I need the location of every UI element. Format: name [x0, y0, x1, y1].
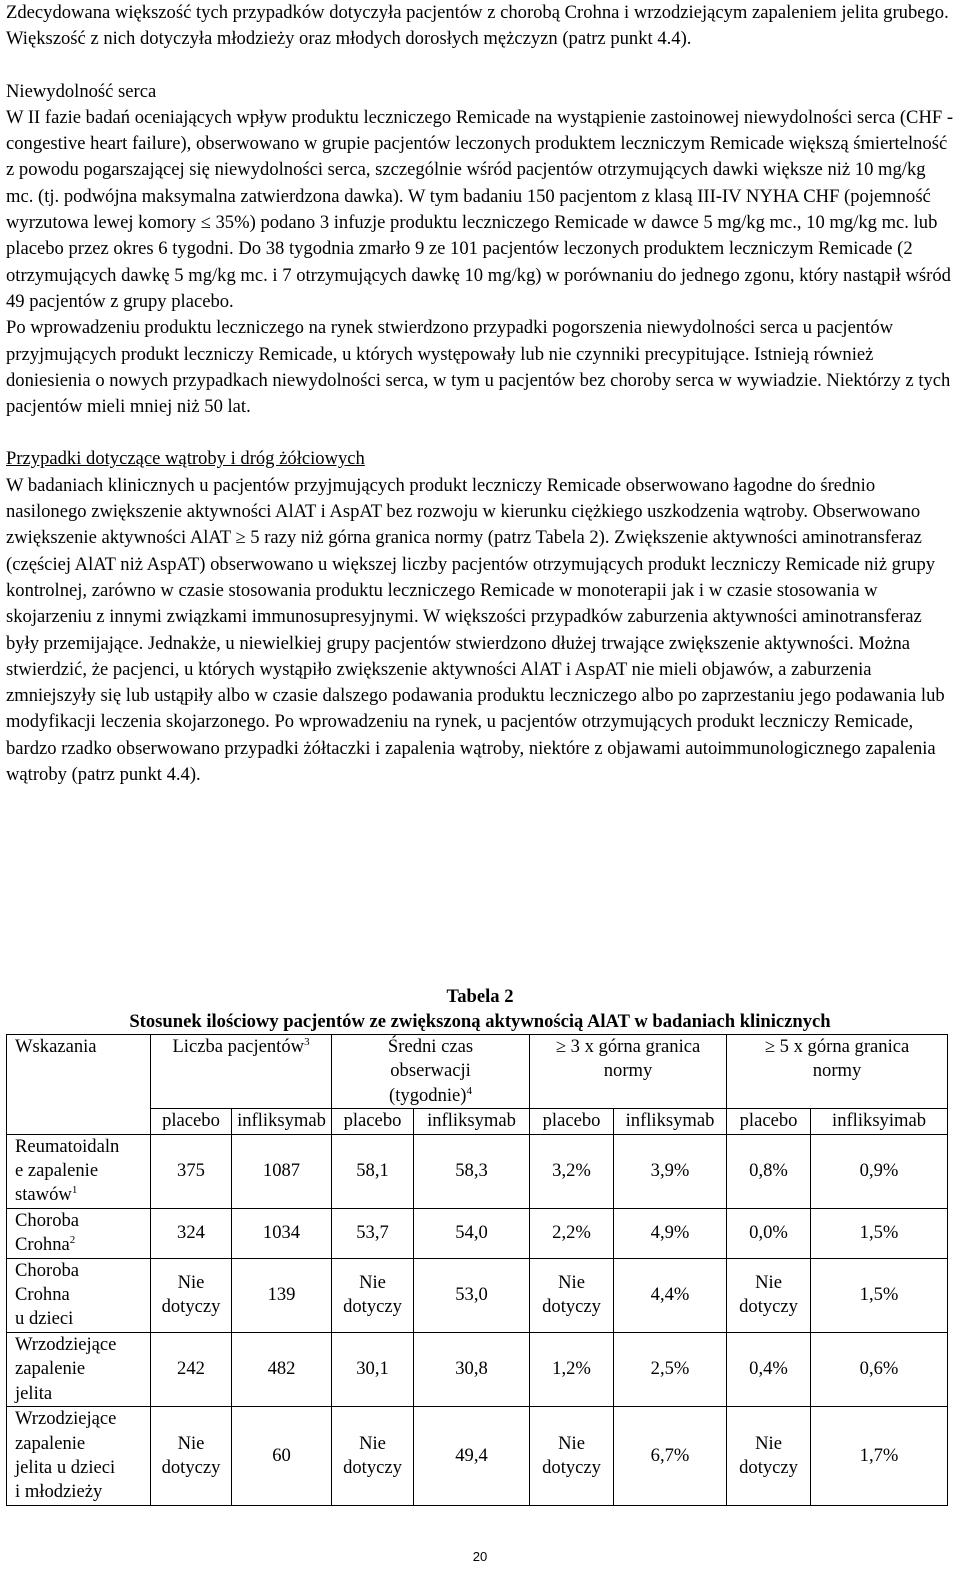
table-cell	[232, 1407, 332, 1506]
cell-value: 30,1	[356, 1358, 389, 1380]
header-indication	[7, 1035, 151, 1135]
table-cell	[614, 1332, 727, 1406]
table-cell	[727, 1332, 811, 1406]
header-time-line3: (tygodnie)	[389, 1084, 467, 1106]
subheader-cell: infliksymab	[414, 1109, 530, 1134]
indication-line: Choroba	[15, 1259, 80, 1281]
cell-value: Nie	[359, 1271, 386, 1293]
table-cell	[811, 1258, 948, 1332]
header-5x-line1: ≥ 5 x górna granica	[764, 1036, 910, 1057]
cell-value: 60	[272, 1444, 291, 1466]
cell-value: 1087	[262, 1160, 301, 1182]
table-cell	[727, 1407, 811, 1506]
cell-value: dotyczy	[343, 1456, 402, 1478]
cell-value: dotyczy	[542, 1296, 601, 1318]
table-cell	[151, 1208, 232, 1258]
table-cell	[614, 1134, 727, 1208]
table-row	[7, 1332, 948, 1406]
table-cell	[530, 1208, 614, 1258]
indication-line: Reumatoidaln	[15, 1135, 120, 1157]
subheader-cell: infliksyimab	[811, 1109, 948, 1134]
cell-value: 58,1	[356, 1160, 389, 1182]
footnote-marker: 1	[71, 1184, 78, 1197]
table-cell	[614, 1258, 727, 1332]
cell-value: Nie	[558, 1271, 585, 1293]
cell-value: 53,7	[356, 1222, 389, 1244]
indication-line: Crohna	[15, 1284, 70, 1306]
heart-failure-paragraph-1: W II fazie badań oceniających wpływ produktu leczniczego Remicade na wystąpienie zastoinowej niewydolności serca (CHF - congestive heart failure), obserwowano w grupie pacjentów leczonych produktem leczniczym Remicade większą śmiertelność z powodu pogarszającej się niewydolności serca, szczególnie wśród pacjentów otrzymujących dawki większe niż 10 mg/kg mc. (tj. podwójna maksymalna zatwierdzona dawka). W tym badaniu 150 pacjentom z klasą III-IV NYHA CHF (pojemność wyrzutowa lewej komory ≤ 35%) podano 3 infuzje produktu leczniczego Remicade w dawce 5 mg/kg mc., 10 mg/kg mc. lub placebo przez okres 6 tygodni. Do 38 tygodnia zmarło 9 ze 101 pacjentów leczonych produktem leczniczym Remicade (2 otrzymujących dawkę 5 mg/kg mc. i 7 otrzymujących dawkę 10 mg/kg) w porównaniu do jednego zgonu, który nastąpił wśród 49 pacjentów z grupy placebo.	[6, 106, 954, 312]
table-cell	[151, 1407, 232, 1506]
table-label: Tabela 2	[446, 986, 514, 1007]
header-3x-line1: ≥ 3 x górna granica	[555, 1036, 701, 1057]
table-cell	[530, 1332, 614, 1406]
subheader-cell: infliksymab	[232, 1109, 332, 1134]
subheader-cell: placebo	[530, 1109, 614, 1134]
indication-line: e zapalenie	[15, 1160, 99, 1182]
cell-value: Nie	[755, 1432, 782, 1454]
cell-value: 2,5%	[650, 1358, 690, 1380]
alt-table	[6, 1034, 948, 1506]
table-cell	[727, 1134, 811, 1208]
cell-value: dotyczy	[739, 1296, 798, 1318]
cell-value: 1034	[262, 1222, 301, 1244]
table-cell	[332, 1258, 414, 1332]
indication-line: jelita u dzieci	[15, 1456, 116, 1478]
document-body	[6, 0, 954, 788]
row-indication	[7, 1134, 151, 1208]
cell-value: Nie	[359, 1432, 386, 1454]
row-indication	[7, 1332, 151, 1406]
cell-value: 4,9%	[650, 1222, 690, 1244]
table-cell	[232, 1208, 332, 1258]
page-number: 20	[472, 1549, 488, 1564]
header-3x-line2: normy	[603, 1060, 653, 1082]
table-cell	[414, 1332, 530, 1406]
table-cell	[151, 1332, 232, 1406]
table-cell	[811, 1208, 948, 1258]
footnote-marker: 4	[466, 1084, 472, 1097]
row-indication	[7, 1208, 151, 1258]
heart-failure-paragraph-2: Po wprowadzeniu produktu leczniczego na rynek stwierdzono przypadki pogorszenia niewydolności serca u pacjentów przyjmujących produkt leczniczy Remicade, u których występowały lub nie czynniki precypitujące. Istnieją również doniesienia o nowych przypadkach niewydolności serca, w tym u pacjentów bez choroby serca w wywiadzie. Niektórzy z tych pacjentów mieli mniej niż 50 lat.	[6, 317, 951, 418]
spacer	[6, 420, 954, 446]
table-cell	[614, 1208, 727, 1258]
cell-value: 1,2%	[552, 1358, 591, 1380]
table-cell	[151, 1134, 232, 1208]
subheader-cell: placebo	[727, 1109, 811, 1134]
cell-value: 0,8%	[749, 1160, 788, 1182]
table-cell	[811, 1332, 948, 1406]
table-row	[7, 1258, 948, 1332]
subheader-cell: placebo	[151, 1109, 232, 1134]
footnote-marker: 3	[304, 1035, 310, 1048]
header-time	[332, 1035, 530, 1109]
row-indication	[7, 1258, 151, 1332]
cell-value: 482	[267, 1358, 296, 1380]
cell-value: dotyczy	[161, 1296, 221, 1318]
indication-line: Wrzodziejące	[15, 1408, 117, 1430]
cell-value: 6,7%	[650, 1444, 690, 1466]
cell-value: 1,5%	[859, 1284, 899, 1306]
subheader-cell: placebo	[332, 1109, 414, 1134]
table-cell	[530, 1134, 614, 1208]
table-header-row	[7, 1035, 948, 1109]
table-cell	[530, 1258, 614, 1332]
liver-heading: Przypadki dotyczące wątroby i dróg żółciowych	[6, 448, 365, 470]
table-cell	[332, 1208, 414, 1258]
header-time-line1: Średni czas	[387, 1036, 474, 1057]
header-time-line2: obserwacji	[390, 1060, 471, 1082]
cell-value: 139	[267, 1284, 296, 1306]
header-5x-line2: normy	[812, 1060, 862, 1082]
table-cell	[414, 1258, 530, 1332]
indication-line: zapalenie	[15, 1432, 86, 1454]
heart-failure-heading: Niewydolność serca	[6, 80, 157, 102]
cell-value: 4,4%	[650, 1284, 690, 1306]
cell-value: 53,0	[455, 1284, 488, 1306]
intro-paragraph: Zdecydowana większość tych przypadków dotyczyła pacjentów z chorobą Crohna i wrzodziejącym zapaleniem jelita grubego. Większość z nich dotyczyła młodzieży oraz młodych dorosłych mężczyzn (patrz punkt 4.4).	[6, 2, 949, 50]
indication-line: u dzieci	[15, 1308, 74, 1330]
table-cell	[232, 1258, 332, 1332]
indication-line: i młodzieży	[15, 1481, 103, 1503]
table-caption	[6, 984, 954, 1034]
cell-value: 1,5%	[859, 1222, 899, 1244]
cell-value: Nie	[755, 1271, 782, 1293]
spacer	[6, 53, 954, 79]
table-row	[7, 1134, 948, 1208]
cell-value: 3,9%	[650, 1160, 690, 1182]
table-cell	[811, 1134, 948, 1208]
cell-value: dotyczy	[542, 1456, 601, 1478]
indication-line: jelita	[15, 1382, 53, 1404]
cell-value: 49,4	[455, 1444, 488, 1466]
table-body	[7, 1134, 948, 1505]
cell-value: 58,3	[455, 1160, 488, 1182]
indication-line: zapalenie	[15, 1358, 86, 1380]
table-cell	[811, 1407, 948, 1506]
subheader-cell: infliksymab	[614, 1109, 727, 1134]
cell-value: 54,0	[455, 1222, 488, 1244]
footnote-marker: 2	[69, 1234, 76, 1247]
table-cell	[151, 1258, 232, 1332]
table-cell	[727, 1208, 811, 1258]
cell-value: 0,4%	[749, 1358, 788, 1380]
liver-paragraph: W badaniach klinicznych u pacjentów przyjmujących produkt leczniczy Remicade obserwowano łagodne do średnio nasilonego zwiększenie aktywności AlAT i AspAT bez rozwoju w kierunku ciężkiego uszkodzenia wątroby. Obserwowano zwiększenie aktywności AlAT ≥ 5 razy niż górna granica normy (patrz Tabela 2). Zwiększenie aktywności aminotransferaz (częściej AlAT niż AspAT) obserwowano u większej liczby pacjentów otrzymujących produkt leczniczy Remicade niż grupy kontrolnej, zarówno w czasie stosowania produktu leczniczego Remicade w monoterapii jak i w czasie stosowania w skojarzeniu z innymi związkami immunosupresyjnymi. W większości przypadków zaburzenia aktywności aminotransferaz były przemijające. Jednakże, u niewielkiej grupy pacjentów stwierdzono dłużej trwające zwiększenie aktywności. Można stwierdzić, że pacjenci, u których wystąpiło zwiększenie aktywności AlAT i AspAT nie mieli objawów, a zaburzenia zmniejszyły się lub ustąpiły albo w czasie dalszego podawania produktu leczniczego albo po zaprzestaniu jego podawania lub modyfikacji leczenia skojarzonego. Po wprowadzeniu na rynek, u pacjentów otrzymujących produkt leczniczy Remicade, bardzo rzadko obserwowano przypadki żółtaczki i zapalenia wątroby, niektóre z objawami autoimmunologicznego zapalenia wątroby (patrz punkt 4.4).	[6, 474, 945, 786]
table-cell	[332, 1134, 414, 1208]
cell-value: Nie	[177, 1271, 205, 1293]
cell-value: Nie	[177, 1432, 205, 1454]
cell-value: Nie	[558, 1432, 585, 1454]
table-cell	[414, 1134, 530, 1208]
cell-value: 242	[177, 1358, 205, 1380]
table-cell	[414, 1208, 530, 1258]
header-indication-text: Wskazania	[15, 1036, 97, 1057]
indication-line: stawów	[15, 1184, 72, 1206]
cell-value: dotyczy	[161, 1456, 221, 1478]
cell-value: 1,7%	[859, 1444, 899, 1466]
table-cell	[414, 1407, 530, 1506]
cell-value: dotyczy	[739, 1456, 798, 1478]
cell-value: 2,2%	[552, 1222, 591, 1244]
header-3x	[530, 1035, 727, 1109]
table-cell	[232, 1332, 332, 1406]
cell-value: 0,6%	[859, 1358, 899, 1380]
header-patients	[151, 1035, 332, 1109]
table-cell	[332, 1332, 414, 1406]
cell-value: 324	[177, 1222, 205, 1244]
table-cell	[530, 1407, 614, 1506]
cell-value: dotyczy	[343, 1296, 402, 1318]
table-title: Stosunek ilościowy pacjentów ze zwiększoną aktywnością AlAT w badaniach klinicznych	[129, 1011, 831, 1033]
table-cell	[332, 1407, 414, 1506]
cell-value: 0,9%	[859, 1160, 899, 1182]
row-indication	[7, 1407, 151, 1506]
table-row	[7, 1407, 948, 1506]
table-cell	[232, 1134, 332, 1208]
indication-line: Choroba	[15, 1209, 80, 1231]
cell-value: 30,8	[455, 1358, 488, 1380]
table-cell	[727, 1258, 811, 1332]
indication-line: Crohna	[15, 1234, 70, 1256]
header-5x	[727, 1035, 948, 1109]
header-patients-text: Liczba pacjentów	[172, 1036, 305, 1057]
indication-line: Wrzodziejące	[15, 1333, 117, 1355]
cell-value: 3,2%	[552, 1160, 591, 1182]
table-row	[7, 1208, 948, 1258]
cell-value: 375	[177, 1160, 205, 1182]
table-cell	[614, 1407, 727, 1506]
cell-value: 0,0%	[749, 1222, 788, 1244]
